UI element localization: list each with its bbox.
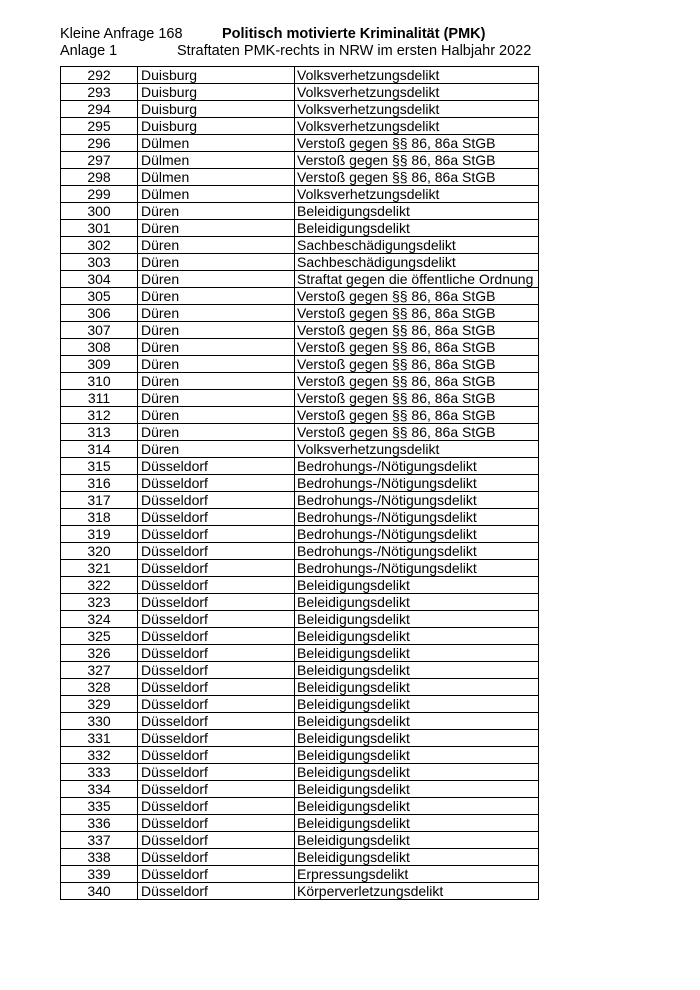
table-row: [61, 849, 539, 866]
table-row: [61, 883, 539, 900]
row-city: Düsseldorf: [138, 594, 295, 611]
row-offense: Volksverhetzungsdelikt: [295, 118, 539, 135]
row-offense: Verstoß gegen §§ 86, 86a StGB: [295, 373, 539, 390]
row-offense: Beleidigungsdelikt: [295, 798, 539, 815]
row-number: 332: [61, 747, 138, 764]
table-row: [61, 169, 539, 186]
row-city: Düsseldorf: [138, 458, 295, 475]
row-city: Düsseldorf: [138, 747, 295, 764]
table-row: [61, 713, 539, 730]
row-offense: Verstoß gegen §§ 86, 86a StGB: [295, 305, 539, 322]
row-number: 311: [61, 390, 138, 407]
row-city: Düsseldorf: [138, 866, 295, 883]
table-row: [61, 356, 539, 373]
offense-table-body: [61, 67, 539, 900]
table-row: [61, 237, 539, 254]
offense-table: [60, 66, 539, 900]
row-city: Düsseldorf: [138, 662, 295, 679]
row-offense: Beleidigungsdelikt: [295, 662, 539, 679]
row-city: Düren: [138, 339, 295, 356]
table-row: [61, 84, 539, 101]
row-city: Düren: [138, 237, 295, 254]
table-row: [61, 730, 539, 747]
row-city: Dülmen: [138, 186, 295, 203]
row-number: 325: [61, 628, 138, 645]
row-number: 321: [61, 560, 138, 577]
row-offense: Beleidigungsdelikt: [295, 849, 539, 866]
table-row: [61, 186, 539, 203]
row-number: 337: [61, 832, 138, 849]
row-city: Düren: [138, 424, 295, 441]
row-number: 339: [61, 866, 138, 883]
table-row: [61, 628, 539, 645]
row-offense: Beleidigungsdelikt: [295, 832, 539, 849]
table-row: [61, 679, 539, 696]
row-number: 340: [61, 883, 138, 900]
table-row: [61, 764, 539, 781]
row-city: Düsseldorf: [138, 730, 295, 747]
row-number: 314: [61, 441, 138, 458]
row-number: 330: [61, 713, 138, 730]
table-row: [61, 458, 539, 475]
row-number: 304: [61, 271, 138, 288]
row-city: Düren: [138, 254, 295, 271]
row-city: Dülmen: [138, 152, 295, 169]
row-offense: Beleidigungsdelikt: [295, 628, 539, 645]
row-number: 327: [61, 662, 138, 679]
row-city: Düsseldorf: [138, 492, 295, 509]
row-number: 310: [61, 373, 138, 390]
table-row: [61, 611, 539, 628]
row-number: 336: [61, 815, 138, 832]
row-number: 320: [61, 543, 138, 560]
row-city: Düsseldorf: [138, 560, 295, 577]
table-row: [61, 747, 539, 764]
row-offense: Verstoß gegen §§ 86, 86a StGB: [295, 339, 539, 356]
table-row: [61, 424, 539, 441]
row-offense: Beleidigungsdelikt: [295, 764, 539, 781]
row-city: Düsseldorf: [138, 526, 295, 543]
row-offense: Bedrohungs-/Nötigungsdelikt: [295, 526, 539, 543]
row-city: Düren: [138, 356, 295, 373]
row-city: Düren: [138, 407, 295, 424]
row-city: Düren: [138, 305, 295, 322]
row-city: Duisburg: [138, 84, 295, 101]
table-row: [61, 594, 539, 611]
table-row: [61, 696, 539, 713]
row-city: Dülmen: [138, 169, 295, 186]
table-row: [61, 645, 539, 662]
row-city: Düren: [138, 288, 295, 305]
row-city: Düsseldorf: [138, 696, 295, 713]
table-row: [61, 815, 539, 832]
row-city: Düsseldorf: [138, 475, 295, 492]
row-city: Düsseldorf: [138, 798, 295, 815]
row-city: Düren: [138, 322, 295, 339]
table-row: [61, 832, 539, 849]
document-reference: Kleine Anfrage 168: [60, 26, 183, 42]
row-offense: Bedrohungs-/Nötigungsdelikt: [295, 492, 539, 509]
row-offense: Volksverhetzungsdelikt: [295, 186, 539, 203]
row-city: Düsseldorf: [138, 713, 295, 730]
row-city: Düsseldorf: [138, 883, 295, 900]
row-offense: Beleidigungsdelikt: [295, 713, 539, 730]
row-number: 313: [61, 424, 138, 441]
row-city: Düsseldorf: [138, 543, 295, 560]
row-city: Düsseldorf: [138, 645, 295, 662]
row-offense: Bedrohungs-/Nötigungsdelikt: [295, 543, 539, 560]
row-city: Düren: [138, 373, 295, 390]
row-number: 292: [61, 67, 138, 84]
row-offense: Verstoß gegen §§ 86, 86a StGB: [295, 135, 539, 152]
attachment-label: Anlage 1: [60, 43, 118, 59]
row-offense: Volksverhetzungsdelikt: [295, 441, 539, 458]
row-number: 293: [61, 84, 138, 101]
row-number: 334: [61, 781, 138, 798]
row-number: 300: [61, 203, 138, 220]
row-number: 303: [61, 254, 138, 271]
table-row: [61, 441, 539, 458]
row-offense: Volksverhetzungsdelikt: [295, 84, 539, 101]
row-number: 316: [61, 475, 138, 492]
row-offense: Verstoß gegen §§ 86, 86a StGB: [295, 169, 539, 186]
row-number: 297: [61, 152, 138, 169]
row-number: 302: [61, 237, 138, 254]
table-row: [61, 475, 539, 492]
row-number: 335: [61, 798, 138, 815]
table-row: [61, 288, 539, 305]
row-number: 319: [61, 526, 138, 543]
row-offense: Beleidigungsdelikt: [295, 696, 539, 713]
table-row: [61, 390, 539, 407]
row-number: 299: [61, 186, 138, 203]
row-city: Düren: [138, 441, 295, 458]
page-title: Politisch motivierte Kriminalität (PMK): [222, 26, 486, 42]
row-number: 322: [61, 577, 138, 594]
row-offense: Beleidigungsdelikt: [295, 220, 539, 237]
table-row: [61, 492, 539, 509]
table-row: [61, 866, 539, 883]
page-subtitle: Straftaten PMK-rechts in NRW im ersten Halbjahr 2022: [177, 43, 532, 59]
row-city: Düren: [138, 271, 295, 288]
row-number: 306: [61, 305, 138, 322]
row-city: Düsseldorf: [138, 764, 295, 781]
row-offense: Bedrohungs-/Nötigungsdelikt: [295, 458, 539, 475]
row-number: 305: [61, 288, 138, 305]
row-number: 317: [61, 492, 138, 509]
row-offense: Beleidigungsdelikt: [295, 747, 539, 764]
table-row: [61, 798, 539, 815]
row-city: Dülmen: [138, 135, 295, 152]
row-offense: Bedrohungs-/Nötigungsdelikt: [295, 560, 539, 577]
table-row: [61, 203, 539, 220]
row-offense: Beleidigungsdelikt: [295, 730, 539, 747]
table-row: [61, 271, 539, 288]
table-row: [61, 322, 539, 339]
row-city: Düren: [138, 220, 295, 237]
table-row: [61, 254, 539, 271]
table-row: [61, 152, 539, 169]
table-row: [61, 118, 539, 135]
row-offense: Erpressungsdelikt: [295, 866, 539, 883]
table-row: [61, 339, 539, 356]
row-city: Düsseldorf: [138, 679, 295, 696]
row-offense: Beleidigungsdelikt: [295, 815, 539, 832]
row-number: 333: [61, 764, 138, 781]
row-number: 331: [61, 730, 138, 747]
row-city: Duisburg: [138, 67, 295, 84]
table-row: [61, 509, 539, 526]
table-row: [61, 560, 539, 577]
row-offense: Beleidigungsdelikt: [295, 203, 539, 220]
row-number: 294: [61, 101, 138, 118]
row-offense: Beleidigungsdelikt: [295, 781, 539, 798]
table-row: [61, 526, 539, 543]
row-city: Düsseldorf: [138, 577, 295, 594]
row-offense: Volksverhetzungsdelikt: [295, 67, 539, 84]
row-offense: Volksverhetzungsdelikt: [295, 101, 539, 118]
row-number: 324: [61, 611, 138, 628]
row-number: 312: [61, 407, 138, 424]
row-offense: Beleidigungsdelikt: [295, 611, 539, 628]
row-number: 318: [61, 509, 138, 526]
row-offense: Verstoß gegen §§ 86, 86a StGB: [295, 356, 539, 373]
row-offense: Körperverletzungsdelikt: [295, 883, 539, 900]
row-number: 298: [61, 169, 138, 186]
row-number: 308: [61, 339, 138, 356]
row-offense: Beleidigungsdelikt: [295, 577, 539, 594]
row-city: Düsseldorf: [138, 611, 295, 628]
table-row: [61, 543, 539, 560]
table-row: [61, 67, 539, 84]
row-number: 326: [61, 645, 138, 662]
row-offense: Sachbeschädigungsdelikt: [295, 237, 539, 254]
row-offense: Verstoß gegen §§ 86, 86a StGB: [295, 288, 539, 305]
table-row: [61, 577, 539, 594]
row-offense: Verstoß gegen §§ 86, 86a StGB: [295, 390, 539, 407]
row-number: 329: [61, 696, 138, 713]
row-offense: Bedrohungs-/Nötigungsdelikt: [295, 509, 539, 526]
row-offense: Beleidigungsdelikt: [295, 645, 539, 662]
row-number: 296: [61, 135, 138, 152]
row-offense: Verstoß gegen §§ 86, 86a StGB: [295, 424, 539, 441]
row-offense: Straftat gegen die öffentliche Ordnung: [295, 271, 539, 288]
row-offense: Verstoß gegen §§ 86, 86a StGB: [295, 407, 539, 424]
row-city: Düren: [138, 390, 295, 407]
table-row: [61, 373, 539, 390]
row-offense: Beleidigungsdelikt: [295, 594, 539, 611]
row-number: 328: [61, 679, 138, 696]
row-offense: Verstoß gegen §§ 86, 86a StGB: [295, 152, 539, 169]
row-offense: Bedrohungs-/Nötigungsdelikt: [295, 475, 539, 492]
row-city: Düsseldorf: [138, 849, 295, 866]
row-offense: Beleidigungsdelikt: [295, 679, 539, 696]
row-city: Düren: [138, 203, 295, 220]
table-row: [61, 101, 539, 118]
table-row: [61, 305, 539, 322]
row-number: 301: [61, 220, 138, 237]
row-city: Düsseldorf: [138, 815, 295, 832]
row-city: Duisburg: [138, 118, 295, 135]
table-row: [61, 407, 539, 424]
row-number: 295: [61, 118, 138, 135]
row-number: 315: [61, 458, 138, 475]
row-city: Düsseldorf: [138, 781, 295, 798]
row-number: 307: [61, 322, 138, 339]
row-city: Düsseldorf: [138, 509, 295, 526]
row-number: 323: [61, 594, 138, 611]
row-city: Düsseldorf: [138, 832, 295, 849]
table-row: [61, 135, 539, 152]
row-offense: Sachbeschädigungsdelikt: [295, 254, 539, 271]
table-row: [61, 662, 539, 679]
row-number: 309: [61, 356, 138, 373]
row-offense: Verstoß gegen §§ 86, 86a StGB: [295, 322, 539, 339]
row-city: Düsseldorf: [138, 628, 295, 645]
table-row: [61, 220, 539, 237]
row-city: Duisburg: [138, 101, 295, 118]
table-row: [61, 781, 539, 798]
row-number: 338: [61, 849, 138, 866]
